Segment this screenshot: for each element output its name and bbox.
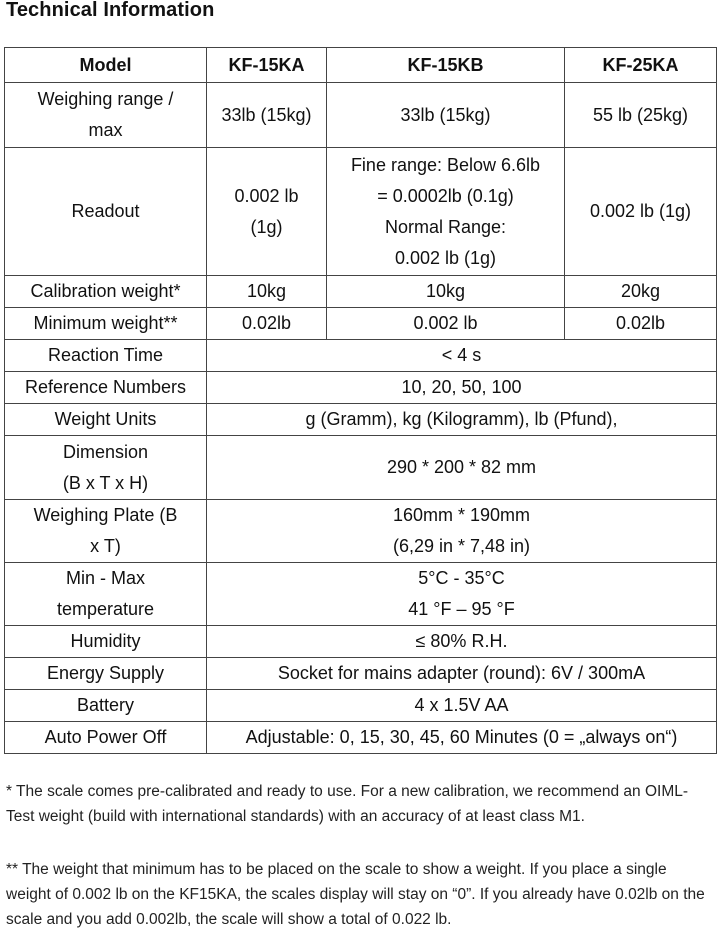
table-row [5, 500, 717, 563]
cell-minimum-kf15kb: 0.002 lb [327, 308, 565, 340]
cell-calibration-kf25ka: 20kg [565, 276, 717, 308]
row-label-battery: Battery [5, 690, 207, 722]
row-label-temperature: Min - Max temperature [5, 563, 207, 626]
header-kf-15kb: KF-15KB [327, 48, 565, 83]
table-row [5, 563, 717, 626]
cell-minimum-kf15ka: 0.02lb [207, 308, 327, 340]
table-row [5, 148, 717, 276]
cell-weighing-range-kf15kb: 33lb (15kg) [327, 83, 565, 148]
cell-weighing-range-kf15ka: 33lb (15kg) [207, 83, 327, 148]
table-row [5, 626, 717, 658]
table-row [5, 83, 717, 148]
table-row [5, 722, 717, 754]
cell-reference-numbers: 10, 20, 50, 100 [207, 372, 717, 404]
cell-weighing-range-kf25ka: 55 lb (25kg) [565, 83, 717, 148]
cell-readout-kf25ka: 0.002 lb (1g) [565, 148, 717, 276]
row-label-energy-supply: Energy Supply [5, 658, 207, 690]
row-label-humidity: Humidity [5, 626, 207, 658]
table-header-row [5, 48, 717, 83]
cell-humidity: ≤ 80% R.H. [207, 626, 717, 658]
footnote-calibration: * The scale comes pre-calibrated and ready to use. For a new calibration, we recommend an OIML-Test weight (build with international standards) with an accuracy of at least class M1. [6, 783, 689, 825]
page-title: Technical Information [6, 0, 215, 21]
cell-calibration-kf15ka: 10kg [207, 276, 327, 308]
cell-auto-power-off: Adjustable: 0, 15, 30, 45, 60 Minutes (0 = „always on“) [207, 722, 717, 754]
cell-energy-supply: Socket for mains adapter (round): 6V / 300mA [207, 658, 717, 690]
header-kf-25ka: KF-25KA [565, 48, 717, 83]
cell-calibration-kf15kb: 10kg [327, 276, 565, 308]
table-row [5, 372, 717, 404]
row-label-weight-units: Weight Units [5, 404, 207, 436]
table-row [5, 340, 717, 372]
row-label-weighing-plate: Weighing Plate (B x T) [5, 500, 207, 563]
technical-information-table [4, 47, 717, 754]
cell-weighing-plate: 160mm * 190mm (6,29 in * 7,48 in) [207, 500, 717, 563]
cell-readout-kf15kb: Fine range: Below 6.6lb = 0.0002lb (0.1g) Normal Range: 0.002 lb (1g) [327, 148, 565, 276]
table-row [5, 276, 717, 308]
cell-battery: 4 x 1.5V AA [207, 690, 717, 722]
header-kf-15ka: KF-15KA [207, 48, 327, 83]
row-label-reaction-time: Reaction Time [5, 340, 207, 372]
row-label-auto-power-off: Auto Power Off [5, 722, 207, 754]
table-row [5, 690, 717, 722]
table-row [5, 308, 717, 340]
table-row [5, 658, 717, 690]
table-row [5, 436, 717, 500]
footnote-minimum-weight: ** The weight that minimum has to be placed on the scale to show a weight. If you place a single weight of 0.002 lb on the KF15KA, the scales display will stay on “0”. If you already have 0.02lb on the scale and you add 0.002lb, the scale will show a total of 0.022 lb. [6, 861, 705, 928]
row-label-dimension: Dimension (B x T x H) [5, 436, 207, 500]
row-label-minimum-weight: Minimum weight** [5, 308, 207, 340]
cell-readout-kf15ka: 0.002 lb (1g) [207, 148, 327, 276]
table-row [5, 404, 717, 436]
cell-minimum-kf25ka: 0.02lb [565, 308, 717, 340]
row-label-reference-numbers: Reference Numbers [5, 372, 207, 404]
cell-reaction-time: < 4 s [207, 340, 717, 372]
row-label-weighing-range: Weighing range / max [5, 83, 207, 148]
header-model: Model [5, 48, 207, 83]
cell-dimension: 290 * 200 * 82 mm [207, 436, 717, 500]
row-label-calibration-weight: Calibration weight* [5, 276, 207, 308]
cell-temperature: 5°C - 35°C 41 °F – 95 °F [207, 563, 717, 626]
row-label-readout: Readout [5, 148, 207, 276]
cell-weight-units: g (Gramm), kg (Kilogramm), lb (Pfund), [207, 404, 717, 436]
